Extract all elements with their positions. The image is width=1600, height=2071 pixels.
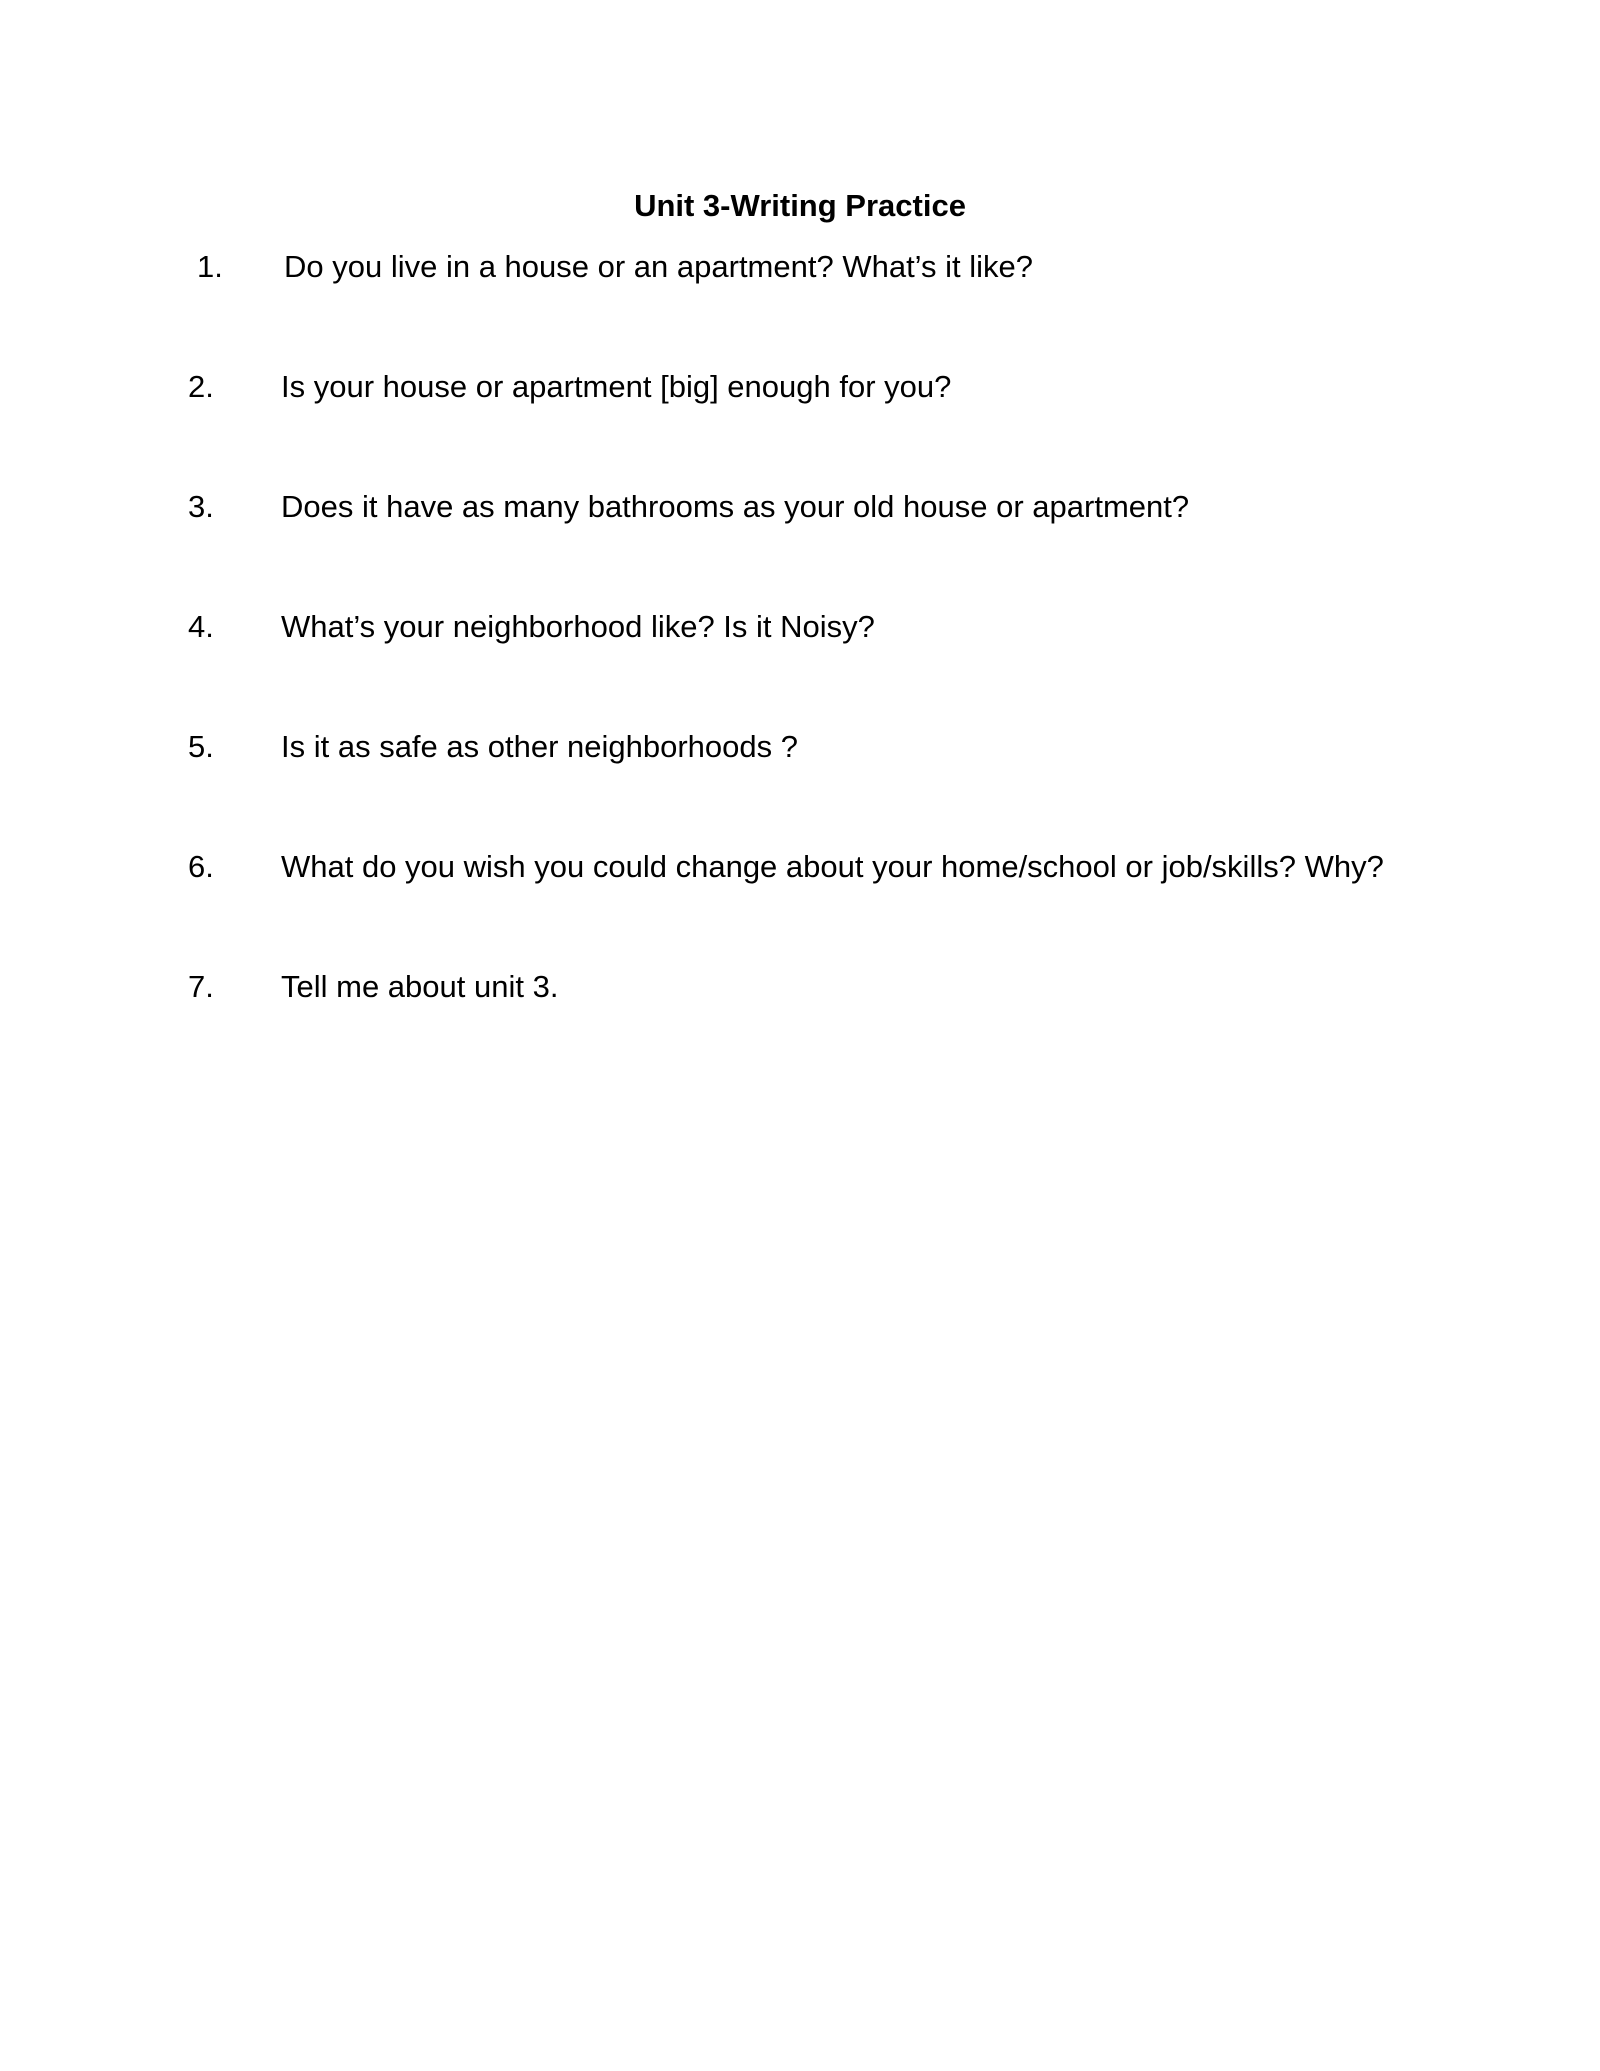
question-item [0, 725, 1600, 769]
question-number: 1. [197, 249, 223, 284]
question-item [0, 365, 1600, 409]
question-item [0, 845, 1600, 889]
question-text: Does it have as many bathrooms as your old house or apartment? [281, 489, 1190, 524]
question-text: Is it as safe as other neighborhoods ? [281, 729, 798, 764]
question-text: What’s your neighborhood like? Is it Noisy? [281, 609, 875, 644]
question-item [0, 245, 1600, 289]
question-text: What do you wish you could change about your home/school or job/skills? Why? [281, 849, 1384, 884]
question-text: Do you live in a house or an apartment? What’s it like? [284, 249, 1033, 284]
question-item [0, 485, 1600, 529]
question-number: 6. [188, 849, 214, 884]
question-text: Is your house or apartment [big] enough for you? [281, 369, 952, 404]
question-number: 5. [188, 729, 214, 764]
question-number: 7. [188, 969, 214, 1004]
question-item [0, 965, 1600, 1009]
question-item [0, 605, 1600, 649]
question-number: 3. [188, 489, 214, 524]
question-text: Tell me about unit 3. [281, 969, 559, 1004]
question-number: 4. [188, 609, 214, 644]
question-number: 2. [188, 369, 214, 404]
page-title: Unit 3-Writing Practice [634, 188, 966, 223]
